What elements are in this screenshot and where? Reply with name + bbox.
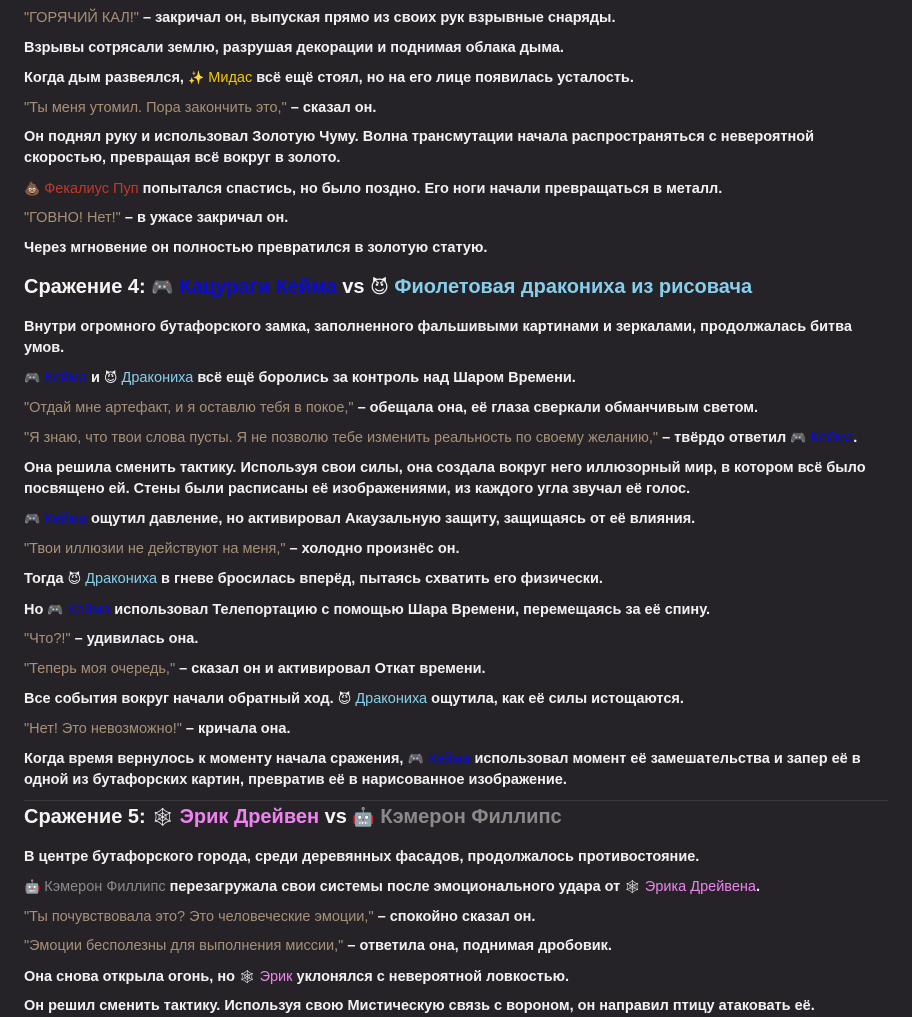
- paragraph: [24, 659, 888, 680]
- text: .: [853, 430, 858, 446]
- paragraph: [24, 398, 888, 419]
- text: использовал момент её замешательства и запер её в одной из бутафорских картин, превратив её в нарисованное изображение.: [24, 751, 861, 788]
- paragraph: [24, 208, 888, 229]
- text: Внутри огромного бутафорского замка, заполненного фальшивыми картинами и зеркалами, продолжалась битва умов.: [24, 318, 852, 356]
- text: – холодно произнёс он.: [285, 540, 460, 557]
- text: – закричал он, выпуская прямо из своих рук взрывные снаряды.: [138, 10, 616, 26]
- quote-text: "Твои иллюзии не действуют на меня,": [24, 540, 286, 557]
- quote-text: "Ты почувствовала это? Это человеческие эмоции,": [24, 908, 374, 925]
- gamepad-icon: 🎮: [151, 276, 174, 297]
- text: Взрывы сотрясали землю, разрушая декорации и поднимая облака дыма.: [24, 39, 564, 56]
- paragraph: [24, 876, 888, 898]
- text: Она снова открыла огонь, но: [24, 968, 239, 985]
- devil-icon: 😈: [67, 571, 82, 586]
- character-keima: Кацураги Кейма: [173, 275, 337, 298]
- paragraph: [24, 238, 888, 259]
- text: – спокойно сказал он.: [373, 908, 536, 925]
- paragraph: [24, 966, 888, 988]
- paragraph: [24, 317, 888, 359]
- text: Через мгновение он полностью превратился в золотую статую.: [24, 239, 488, 256]
- spiderweb-icon: 🕸: [238, 968, 256, 984]
- text: – сказал он и активировал Откат времени.: [175, 660, 486, 677]
- poop-icon: 💩: [24, 180, 41, 196]
- text: Сражение 4:: [24, 275, 152, 298]
- text: уклонялся с невероятной ловкостью.: [292, 968, 570, 985]
- robot-icon: 🤖: [352, 806, 375, 827]
- paragraph: [24, 38, 888, 59]
- character-drakoniha: Дракониха: [81, 571, 158, 587]
- text: vs: [319, 805, 353, 828]
- text: – ответила она, поднимая дробовик.: [343, 938, 612, 954]
- text: Тогда: [24, 571, 68, 587]
- text: всё ещё стоял, но на его лице появилась усталость.: [252, 70, 634, 86]
- section-heading: [24, 273, 888, 301]
- quote-text: "Ты меня утомил. Пора закончить это,": [24, 99, 287, 116]
- quote-text: "Эмоции бесполезны для выполнения миссии,": [24, 938, 344, 954]
- paragraph: [24, 996, 888, 1017]
- quote-text: "Нет! Это невозможно!": [24, 720, 182, 737]
- paragraph: [24, 367, 888, 389]
- character-keima: Кейма: [40, 370, 87, 386]
- character-keima: Кейма: [63, 601, 111, 618]
- paragraph: [24, 907, 888, 928]
- text: Все события вокруг начали обратный ход.: [24, 691, 338, 707]
- character-drakoniha: Дракониха: [117, 370, 194, 386]
- text: всё ещё боролись за контроль над Шаром Времени.: [193, 370, 576, 386]
- text: Когда время вернулось к моменту начала сражения,: [24, 751, 408, 767]
- character-erik: Эрик: [255, 968, 293, 985]
- character-drakoniha: Дракониха: [351, 691, 428, 707]
- text: ощутил давление, но активировал Акаузальную защиту, защищаясь от её влияния.: [86, 511, 696, 527]
- gamepad-icon: 🎮: [24, 370, 41, 385]
- paragraph: [24, 568, 888, 590]
- paragraph: [24, 98, 888, 119]
- quote-text: "ГОВНО! Нет!": [24, 210, 121, 226]
- character-keima: Кейма: [806, 430, 854, 446]
- paragraph: [24, 178, 888, 200]
- quote-text: "ГОРЯЧИЙ КАЛ!": [24, 10, 139, 26]
- text: – в ужасе закричал он.: [120, 210, 289, 226]
- section-heading: [24, 800, 888, 831]
- paragraph: [24, 599, 888, 621]
- devil-icon: 😈: [370, 276, 389, 297]
- devil-icon: 😈: [103, 370, 118, 385]
- gamepad-icon: 🎮: [790, 430, 807, 445]
- paragraph: [24, 508, 888, 530]
- text: попытался спастись, но было поздно. Его ноги начали превращаться в металл.: [138, 180, 723, 197]
- character-midas: Мидас: [204, 70, 253, 86]
- spiderweb-icon: 🕸: [151, 806, 175, 827]
- text: Он решил сменить тактику. Используя свою Мистическую связь с вороном, он направил птицу атаковать её.: [24, 998, 815, 1014]
- devil-icon: 😈: [337, 691, 352, 706]
- character-erik: Эрик Дрейвен: [174, 805, 320, 828]
- quote-text: "Я знаю, что твои слова пусты. Я не позволю тебе изменить реальность по своему желанию,": [24, 430, 659, 446]
- text: Но: [24, 601, 48, 618]
- paragraph: [24, 427, 888, 449]
- text: и: [86, 370, 104, 386]
- quote-text: "Что?!": [24, 631, 71, 647]
- text: – удивилась она.: [70, 631, 199, 647]
- character-cameron: Кэмерон Филлипс: [40, 879, 166, 895]
- paragraph: [24, 8, 888, 29]
- text: Она решила сменить тактику. Используя свои силы, она создала вокруг него иллюзорный мир, в котором всё было посвящено ей. Стены были расписаны её изображениями, из каждого угла звучал её голос.: [24, 459, 866, 497]
- paragraph: [24, 127, 888, 169]
- gamepad-icon: 🎮: [24, 511, 41, 526]
- text: Сражение 5:: [24, 805, 152, 828]
- paragraph: [24, 458, 888, 500]
- text: Он поднял руку и использовал Золотую Чуму. Волна трансмутации начала распространяться с невероятной скоростью, превращая всё вокруг в золото.: [24, 129, 815, 166]
- gamepad-icon: 🎮: [407, 751, 424, 766]
- text: в гневе бросилась вперёд, пытаясь схватить его физически.: [157, 571, 603, 587]
- text: Когда дым развеялся,: [24, 70, 188, 86]
- quote-text: "Отдай мне артефакт, и я оставлю тебя в покое,": [24, 399, 354, 416]
- text: В центре бутафорского города, среди деревянных фасадов, продолжалось противостояние.: [24, 848, 700, 865]
- paragraph: [24, 629, 888, 650]
- text: перезагружала свои системы после эмоционального удара от: [165, 879, 625, 895]
- text: .: [755, 879, 760, 895]
- spiderweb-icon: 🕸: [624, 879, 641, 894]
- character-drakoniha: Фиолетовая дракониха из рисовача: [388, 275, 753, 298]
- character-fekalius: Фекалиус Пуп: [40, 180, 139, 197]
- text: ощутила, как её силы истощаются.: [427, 691, 684, 707]
- sparkles-icon: ✨: [188, 70, 205, 85]
- text: – обещала она, её глаза сверкали обманчивым светом.: [353, 399, 759, 416]
- text: – сказал он.: [286, 99, 377, 116]
- text: vs: [336, 275, 371, 298]
- paragraph: [24, 539, 888, 560]
- paragraph: [24, 847, 888, 868]
- robot-icon: 🤖: [24, 879, 41, 894]
- gamepad-icon: 🎮: [47, 601, 64, 617]
- paragraph: [24, 748, 888, 791]
- text: – твёрдо ответил: [658, 430, 791, 446]
- paragraph: [24, 719, 888, 740]
- character-cameron: Кэмерон Филлипс: [374, 805, 562, 828]
- paragraph: [24, 936, 888, 957]
- character-erik: Эрика Дрейвена: [640, 879, 756, 895]
- paragraph: [24, 67, 888, 89]
- character-keima: Кейма: [423, 751, 471, 767]
- character-keima: Кейма: [40, 511, 87, 527]
- text: использовал Телепортацию с помощью Шара Времени, перемещаясь за её спину.: [110, 601, 711, 618]
- quote-text: "Теперь моя очередь,": [24, 660, 176, 677]
- text: – кричала она.: [181, 720, 291, 737]
- paragraph: [24, 688, 888, 710]
